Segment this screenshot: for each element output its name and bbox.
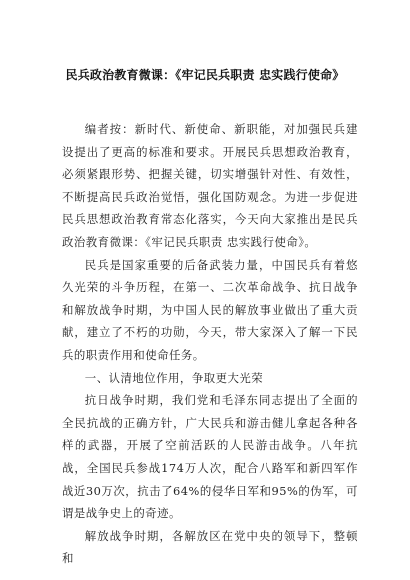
liberation-war-paragraph: 解放战争时期，各解放区在党中央的领导下，整顿和 [62,528,358,566]
editor-note-paragraph: 编者按：新时代、新使命、新职能，对加强民兵建设提出了更高的标准和要求。开展民兵思想政治教育，必须紧跟形势、把握关键，切实增强针对性、有效性，不断提高民兵政治觉悟，强化国防观念。为进一步促进民兵思想政治教育常态化落实，今天向大家推出是民兵政治教育微课：《牢记民兵职责 忠实践行使命》。 [62,122,358,249]
anti-japanese-war-paragraph: 抗日战争时期，我们党和毛泽东同志提出了全面的全民抗战的正确方针，广大民兵和游击健儿拿起各种各样的武器，开展了空前活跃的人民游击战争。八年抗战，全国民兵参战174万人次，配合八路军和新四军作战近30万次，抗击了64%的侵华日军和95%的伪军，可谓是战争史上的奇迹。 [62,393,358,521]
intro-paragraph: 民兵是国家重要的后备武装力量，中国民兵有着悠久光荣的斗争历程，在第一、二次革命战争、抗日战争和解放战争时期，为中国人民的解放事业做出了重大贡献，建立了不朽的功勋，今天，带大家深入了解一下民兵的职责作用和使命任务。 [62,257,358,362]
document-title: 民兵政治教育微课：《牢记民兵职责 忠实践行使命》 [65,68,345,82]
section-heading: 一、认清地位作用，争取更大光荣 [84,370,264,385]
document-body [62,118,358,570]
